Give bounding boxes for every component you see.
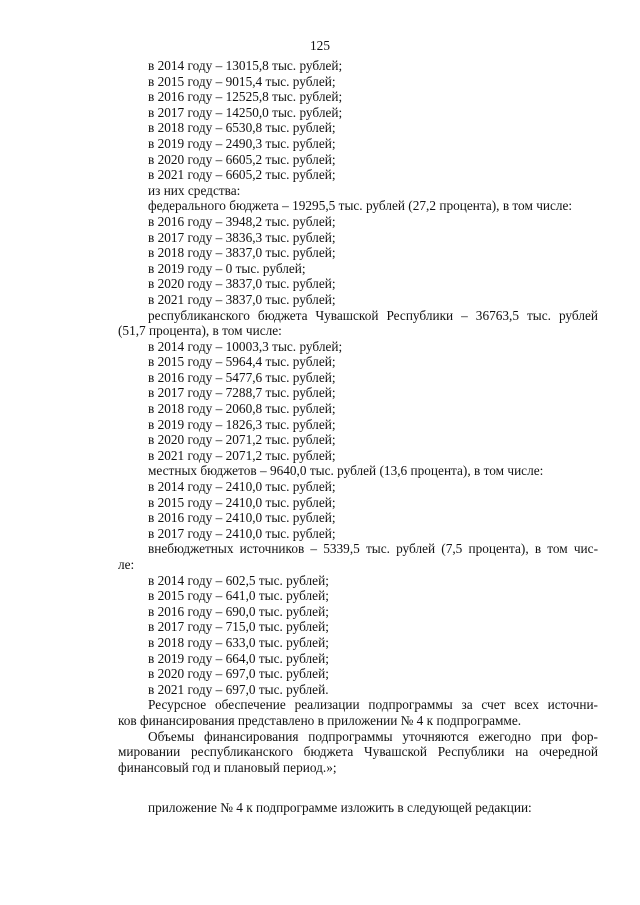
paragraph-line: Объемы финансирования подпрограммы уточняются ежегодно при фор- (148, 728, 598, 744)
text-line: в 2015 году – 2410,0 тыс. рублей; (148, 494, 336, 510)
paragraph-line: финансовый год и плановый период.»; (118, 759, 337, 775)
text-line: в 2018 году – 2060,8 тыс. рублей; (148, 401, 336, 417)
text-line: в 2014 году – 2410,0 тыс. рублей; (148, 479, 336, 495)
text-line: в 2018 году – 633,0 тыс. рублей; (148, 634, 329, 650)
text-line: в 2017 году – 715,0 тыс. рублей; (148, 619, 329, 635)
closing-line: приложение № 4 к подпрограмме изложить в следующей редакции: (148, 800, 532, 816)
text-line: в 2021 году – 697,0 тыс. рублей. (148, 681, 329, 697)
text-line: федерального бюджета – 19295,5 тыс. рублей (27,2 процента), в том числе: (148, 198, 573, 214)
text-line: в 2017 году – 14250,0 тыс. рублей; (148, 104, 343, 120)
text-line: из них средства: (148, 182, 241, 198)
text-line: в 2020 году – 2071,2 тыс. рублей; (148, 432, 336, 448)
text-line: в 2015 году – 9015,4 тыс. рублей; (148, 73, 336, 89)
text-line: (51,7 процента), в том числе: (118, 323, 282, 339)
text-line: в 2019 году – 664,0 тыс. рублей; (148, 650, 329, 666)
text-line: местных бюджетов – 9640,0 тыс. рублей (13,6 процента), в том числе: (148, 463, 544, 479)
text-line: в 2019 году – 2490,3 тыс. рублей; (148, 135, 336, 151)
text-line: в 2020 году – 6605,2 тыс. рублей; (148, 151, 336, 167)
text-line: в 2017 году – 3836,3 тыс. рублей; (148, 229, 336, 245)
text-line: республиканского бюджета Чувашской Республики – 36763,5 тыс. рублей (148, 307, 598, 323)
text-line: в 2017 году – 2410,0 тыс. рублей; (148, 525, 336, 541)
text-line: в 2021 году – 2071,2 тыс. рублей; (148, 447, 336, 463)
paragraph-line: Ресурсное обеспечение реализации подпрограммы за счет всех источни- (148, 697, 598, 713)
text-line: в 2014 году – 13015,8 тыс. рублей; (148, 58, 343, 73)
text-line: в 2018 году – 3837,0 тыс. рублей; (148, 245, 336, 261)
page-number: 125 (310, 38, 330, 53)
text-line: в 2016 году – 2410,0 тыс. рублей; (148, 510, 336, 526)
text-line: в 2015 году – 641,0 тыс. рублей; (148, 588, 329, 604)
text-line: в 2016 году – 12525,8 тыс. рублей; (148, 89, 343, 105)
text-line: в 2021 году – 6605,2 тыс. рублей; (148, 167, 336, 183)
text-line: в 2016 году – 5477,6 тыс. рублей; (148, 369, 336, 385)
text-line: в 2018 году – 6530,8 тыс. рублей; (148, 120, 336, 136)
text-line: в 2015 году – 5964,4 тыс. рублей; (148, 354, 336, 370)
text-line: в 2017 году – 7288,7 тыс. рублей; (148, 385, 336, 401)
text-line: ле: (118, 557, 135, 572)
paragraph-line: мировании республиканского бюджета Чувашской Республики на очередной (118, 744, 598, 760)
text-line: в 2014 году – 602,5 тыс. рублей; (148, 572, 329, 588)
text-line: в 2016 году – 3948,2 тыс. рублей; (148, 213, 336, 229)
text-line: в 2020 году – 697,0 тыс. рублей; (148, 666, 329, 682)
text-line: в 2021 году – 3837,0 тыс. рублей; (148, 291, 336, 307)
text-line: в 2016 году – 690,0 тыс. рублей; (148, 603, 329, 619)
text-line: в 2014 году – 10003,3 тыс. рублей; (148, 338, 343, 354)
text-line: в 2020 году – 3837,0 тыс. рублей; (148, 276, 336, 292)
paragraph-line: ков финансирования представлено в приложении № 4 к подпрограмме. (118, 712, 522, 728)
document-body (118, 58, 598, 816)
text-line: внебюджетных источников – 5339,5 тыс. рублей (7,5 процента), в том чис- (148, 541, 598, 557)
text-line: в 2019 году – 1826,3 тыс. рублей; (148, 416, 336, 432)
text-line: в 2019 году – 0 тыс. рублей; (148, 260, 306, 276)
